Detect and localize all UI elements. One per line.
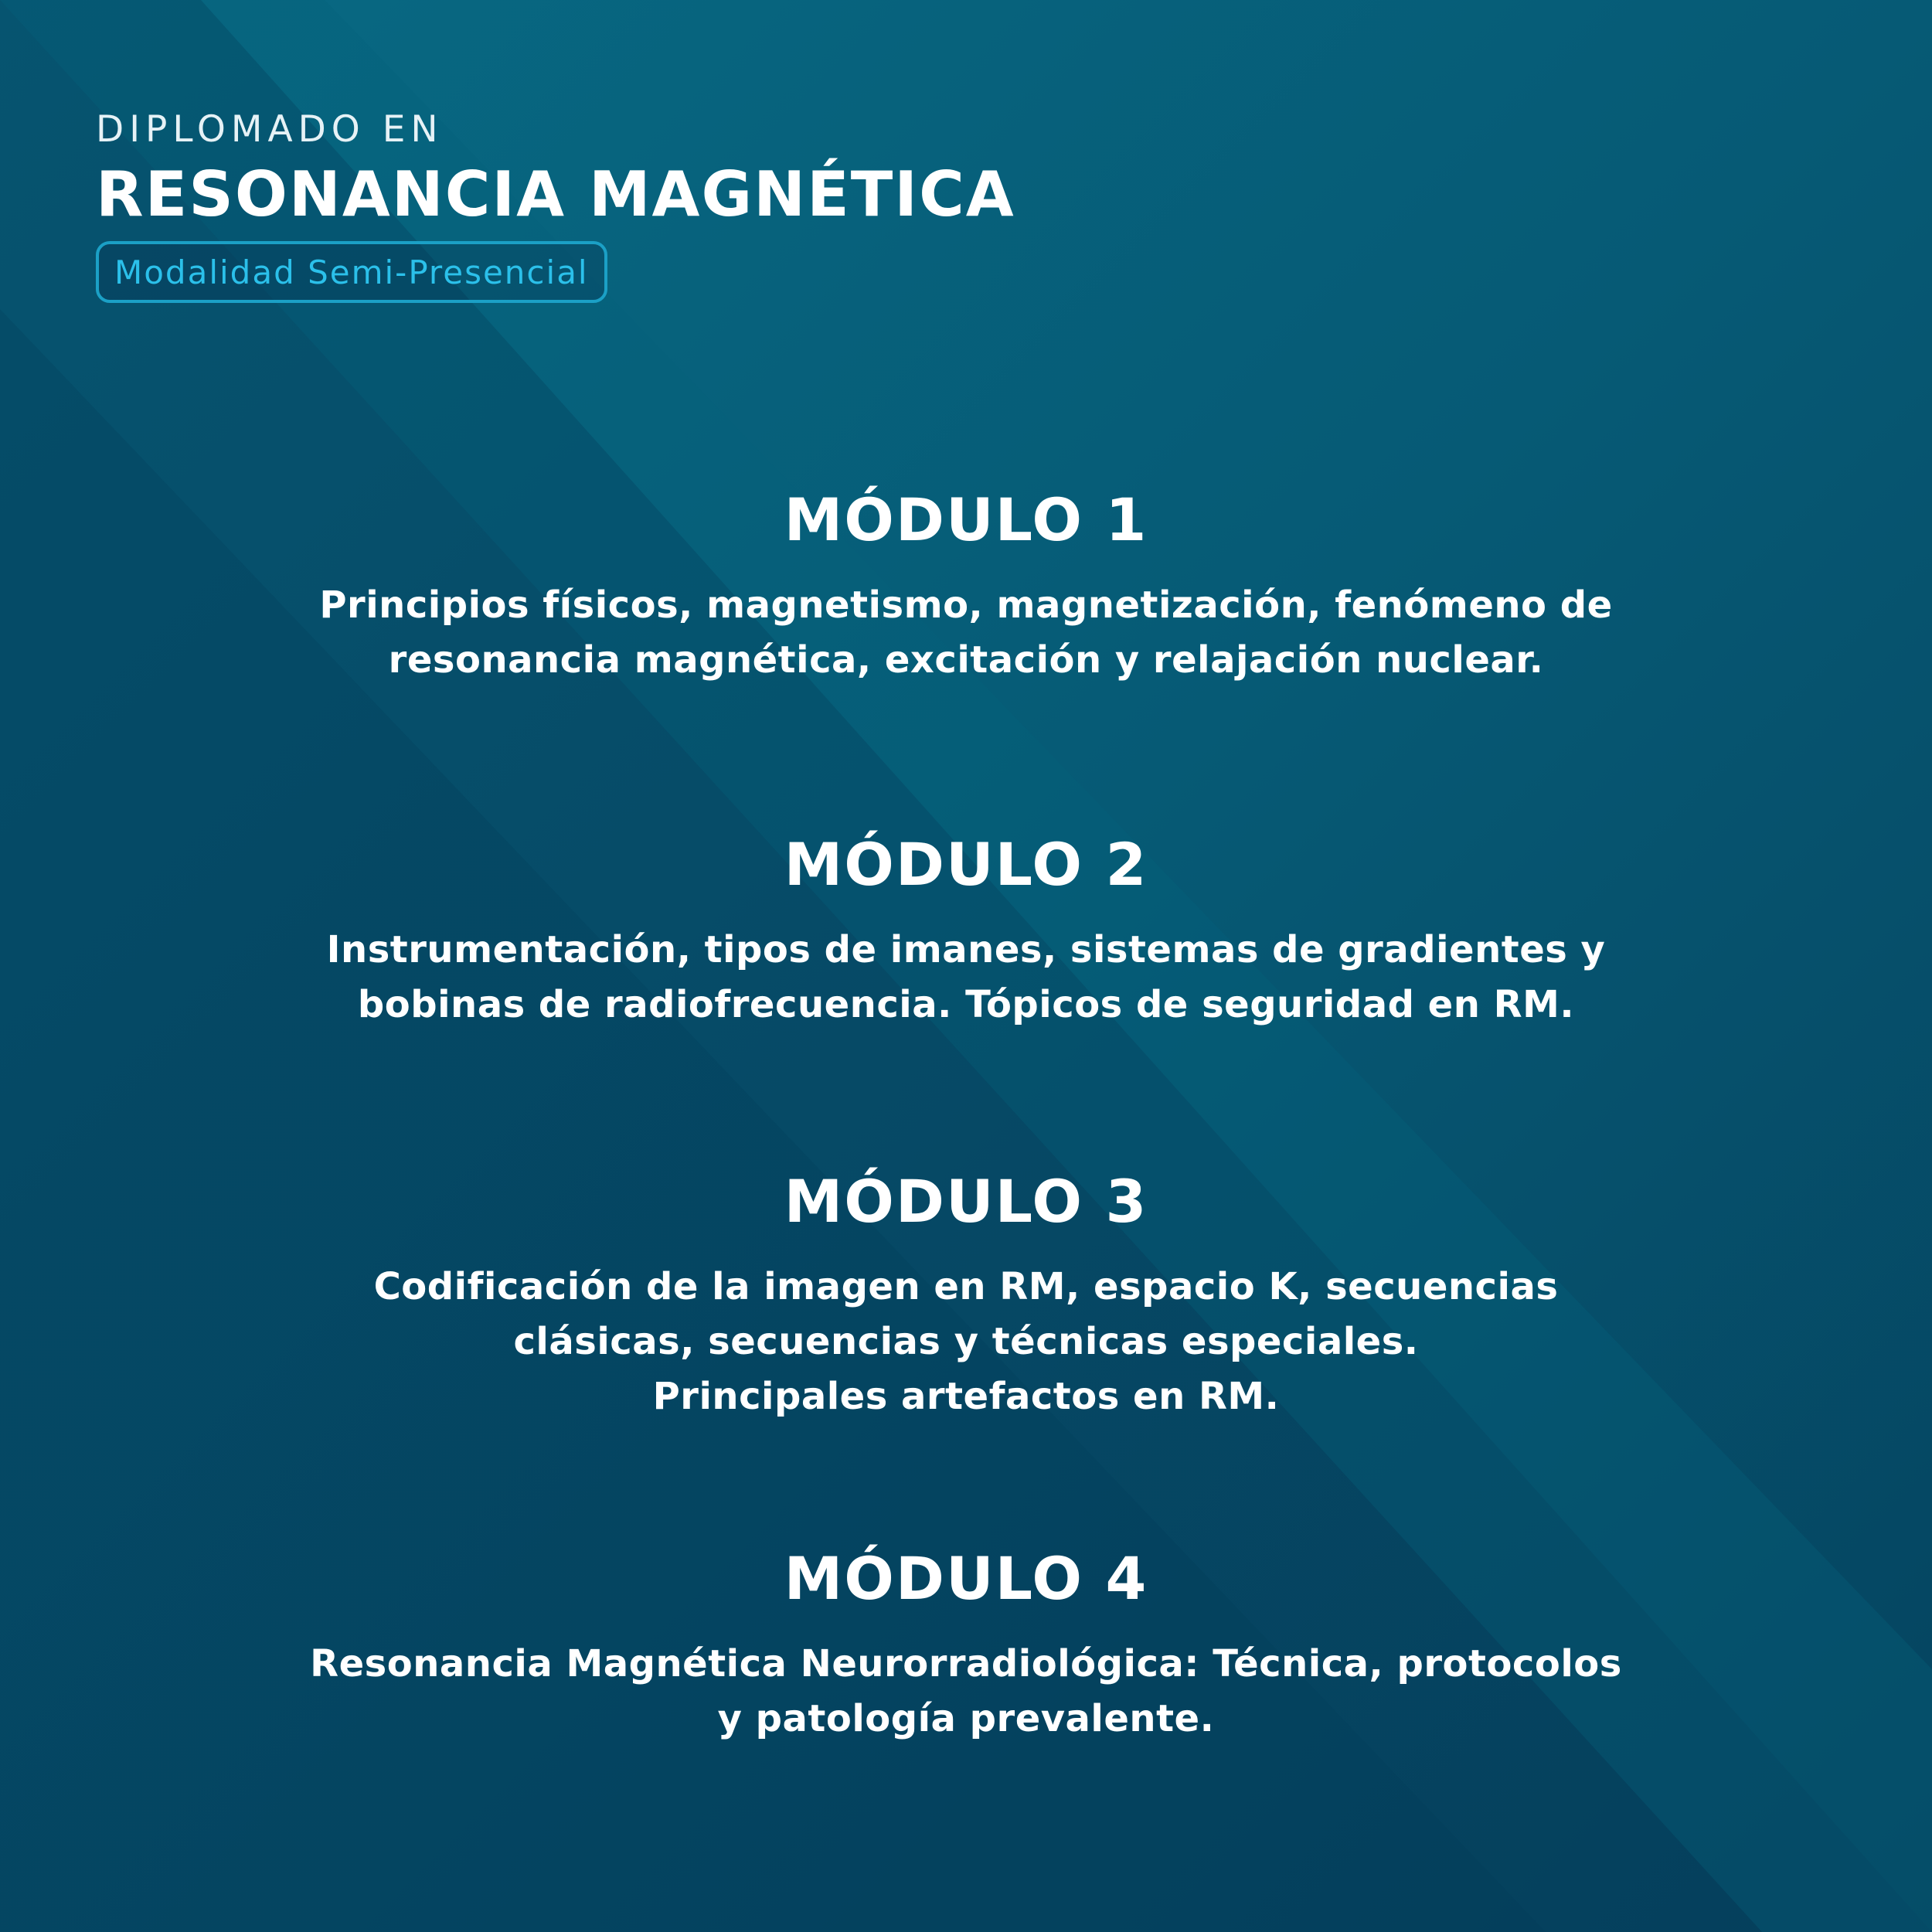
module-description-line: y patología prevalente.	[717, 1697, 1215, 1740]
module-4	[0, 1544, 1932, 1747]
module-description-line: clásicas, secuencias y técnicas especiales.	[513, 1320, 1419, 1363]
program-title: RESONANCIA MAGNÉTICA	[96, 158, 1015, 230]
module-description-line: Instrumentación, tipos de imanes, sistemas de gradientes y	[326, 928, 1606, 971]
module-description-line: Principios físicos, magnetismo, magnetización, fenómeno de	[319, 583, 1613, 627]
module-description	[286, 578, 1646, 688]
module-description	[286, 1260, 1646, 1424]
module-title: MÓDULO 1	[784, 485, 1148, 554]
module-3	[0, 1167, 1932, 1424]
module-title: MÓDULO 3	[784, 1167, 1148, 1236]
module-description-line: Resonancia Magnética Neurorradiológica: Técnica, protocolos	[310, 1642, 1622, 1685]
module-description-line: bobinas de radiofrecuencia. Tópicos de seguridad en RM.	[357, 983, 1575, 1026]
module-description	[286, 1637, 1646, 1747]
modality-badge: Modalidad Semi-Presencial	[96, 241, 607, 303]
module-description-line: Principales artefactos en RM.	[652, 1375, 1280, 1418]
module-description-line: Codificación de la imagen en RM, espacio K, secuencias	[373, 1265, 1559, 1308]
module-2	[0, 830, 1932, 1032]
header	[96, 108, 1015, 303]
module-title: MÓDULO 4	[784, 1544, 1148, 1613]
module-1	[0, 485, 1932, 688]
module-title: MÓDULO 2	[784, 830, 1148, 899]
program-kicker: DIPLOMADO EN	[96, 108, 444, 151]
module-description	[286, 923, 1646, 1032]
module-description-line: resonancia magnética, excitación y relajación nuclear.	[388, 638, 1544, 682]
